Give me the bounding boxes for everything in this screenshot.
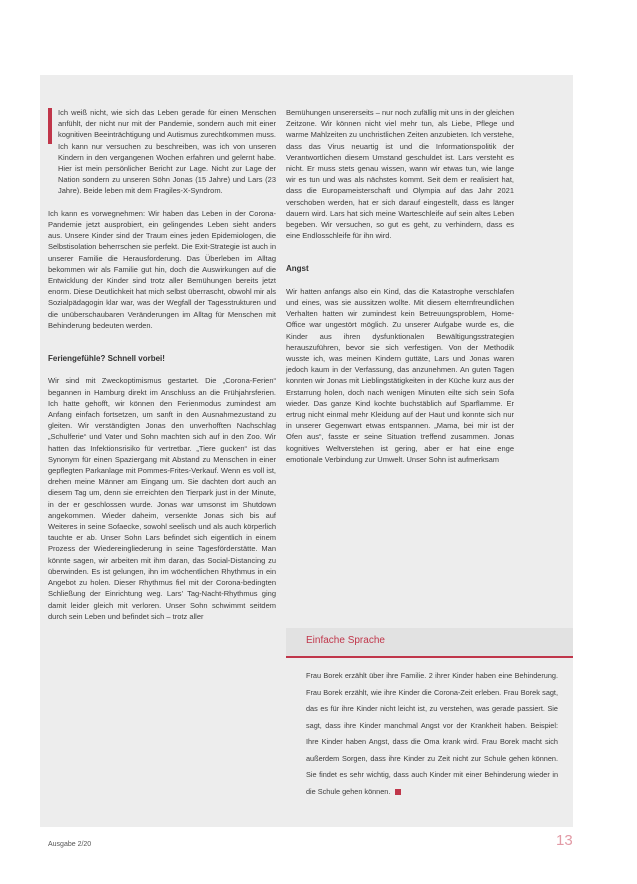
left-column	[48, 107, 276, 622]
paragraph-3: Wir sind mit Zweckoptimismus gestartet. Die „Corona-Ferien“ begannen in Hamburg direkt im Anschluss an die Frühjahrsferien. Ich hatte gehofft, wir können den Ferienmodus zumindest am Anfang einfach fortsetzen, um sanft in den Ausnahmezustand zu gleiten. Wir verständigten Jonas den unverhofften Nachschlag „Schulferie“ und Vater und Sohn machten sich auf in den Zoo. Wir hatten das Infektionsrisiko für vertretbar. „Tiere gucken“ ist das Synonym für einen Spaziergang mit Abstand zu Menschen in einer gepflegten Parkanlage mit Pommes-Frites-Verkauf. Wenn es voll ist, drehen meine Männer am Eingang um. Sie dachten dort auch an diesem Tag um, denn sie erreichten den Tierpark just in der Minute, in der er geschlossen wurde. Jonas war umsonst im Shutdown angekommen. Wieder daheim, versenkte Jonas sich bis auf Weiteres in seine Sofaecke, sowohl seelisch und als auch körperlich tauchte er ab. Unser Sohn Lars befindet sich eigentlich in einem Prozess der Wiedereingliederung in seine Tagesförderstätte. Man könnte sagen, wir arbeiten mit ihm daran, das Social-Distancing zu überwinden. Es ist gelungen, ihn im wöchentlichen Rhythmus in ein Angebot zu holen. Dieser Rhythmus fiel mit der Corona-bedingten Schließung der Einrichtung weg. Lars’ Tag-Nacht-Rhythmus ging damit leider gleich mit verloren. Unser Sohn schwimmt seitdem durch sein Leben und befindet sich – trotz aller	[48, 376, 276, 621]
subheading-feriengefuehle: Feriengefühle? Schnell vorbei!	[48, 354, 165, 364]
end-mark-icon	[395, 789, 401, 795]
easy-language-box	[306, 668, 558, 800]
easy-language-box-header	[286, 628, 573, 658]
right-paragraph-2: Wir hatten anfangs also ein Kind, das die Katastrophe verschlafen und eines, was sie aussitzen wollte. Mit diesem elternfreundlichen Verhalten hatten wir zumindest kein Betreuungsproblem, Home-Office war ungestört möglich. Zu unserer Aufgabe wurde es, die Kinder aus ihren dysfunktionalen Bewältigungsstrategien herauszuführen, bevor sie sich verfestigen. Von der Methodik wusste ich, was meinen Kindern guttäte, Lars und Jonas waren jedoch kaum in der Verfassung, das anzunehmen. An guten Tagen konnten wir Jonas mit Lieblingstätigkeiten in der Küche kurz aus der Erstarrung holen, doch nach wenigen Minuten eilte sich sein Sofa wieder. Das ganze Kind kochte buchstäblich auf Sparflamme. Er ertrug nicht einmal mehr Kleidung auf der Haut und konnte sich nur in unserer Gegenwart etwas entspannen. „Mama, bei mir ist der Ofen aus“, fasste er seine Situation treffend zusammen. Jonas kognitives Weltverstehen ist gering, aber er hat eine enge emotionale Verbindung zur Umwelt. Unser Sohn ist aufmerksam	[286, 286, 514, 464]
easy-language-title: Einfache Sprache	[306, 635, 385, 646]
intro-paragraph: Ich weiß nicht, wie sich das Leben gerade für einen Menschen anfühlt, der nicht nur mit der Pandemie, sondern auch mit einer kognitiven Beeinträchtigung und Autismus zurechtkommen muss. Ich kann nur versuchen zu beschreiben, was ich von unseren Kindern in den vergangenen Wochen erfahren und gelernt habe. Hier ist mein persönlicher Bericht zur Lage. Nicht zur Lage der Nation sondern zu unseren Söhn Jonas (15 Jahre) und Lars (23 Jahre). Beide leben mit dem Fragiles-X-Syndrom.	[58, 108, 276, 196]
easy-language-text: Frau Borek erzählt über ihre Familie. 2 ihrer Kinder haben eine Behinderung. Frau Borek erzählt, wie ihre Kinder die Corona-Zeit erleben. Frau Borek sagt, das es für ihre Kinder nicht leicht ist, zu verstehen, was gerade passiert. Sie sagt, dass ihre Kinder manchmal Angst vor der Krankheit haben. Beispiel: Ihre Kinder haben Angst, dass die Oma krank wird. Frau Borek macht sich außerdem Sorgen, dass ihre Kinder zu Zeit nicht zur Schule gehen können. Sie findet es sehr wichtig, dass auch Kinder mit einer Behinderung wieder in die Schule gehen können.	[306, 671, 558, 796]
subheading-angst: Angst	[286, 264, 309, 274]
page-number: 13	[556, 832, 573, 849]
right-paragraph-1: Bemühungen unsererseits – nur noch zufällig mit uns in der gleichen Zeitzone. Wir können nicht viel mehr tun, als Liebe, Pflege und warme Mahlzeiten zu unchristlichen Zeiten anzubieten. Ich verstehe, dass das Virus neuartig ist und die Informationspolitik der Verantwortlichen diesem Umstand geschuldet ist. Lars versteht es nicht. Er muss stets genau wissen, wann wir etwas tun, wie lange wir es tun und was als nächstes kommt. Seit dem er realisiert hat, dass die Europameisterschaft und Olympia auf das Jahr 2021 verschoben werden, hat er sich darauf eingestellt, dass es länger dauern wird. Lars hat sich meine Warteschleife auf sein altes Leben begeben. Wir versuchen, so gut es geht, zu verhindern, dass es eine Endlosschleife für ihn wird.	[286, 108, 514, 241]
right-column	[286, 107, 514, 465]
issue-label: Ausgabe 2/20	[48, 841, 92, 848]
paragraph-2: Ich kann es vorwegnehmen: Wir haben das Leben in der Corona-Pandemie jetzt ausprobiert, ein gelingendes Leben sieht anders aus. Unsere Kinder sind der Traum eines jeden Epidemiologen, die Selbstisolation beherrschen sie perfekt. Die Exit-Strategie ist auch in unserer Familie die Herausforderung. Das Überleben im Alltag bekommen wir als Familie gut hin, doch die Auswirkungen auf die Entwicklung der Kinder sind trotz aller Bemühungen bereits jetzt enorm. Diese Deutlichkeit hat mich selbst überrascht, obwohl mir als Sozialpädagogin klar war, was der Wegfall der Tagesstrukturen und die unüberschaubaren Veränderungen im Alltag für Menschen mit Behinderung bedeuten werden.	[48, 208, 276, 330]
